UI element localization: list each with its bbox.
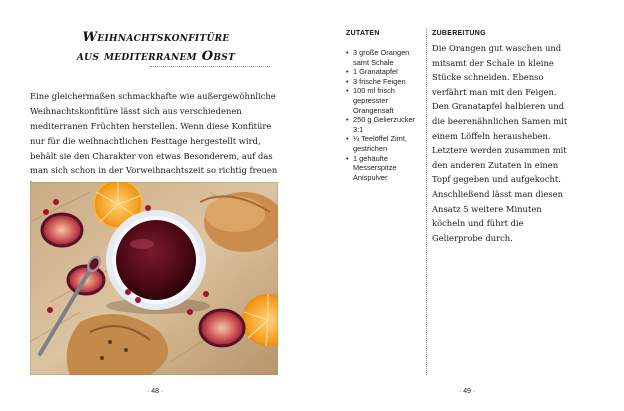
- right-page: [312, 0, 624, 411]
- page-number-left: · 48 ·: [147, 388, 164, 395]
- title-divider: [150, 66, 270, 67]
- ingredient-item: • 1 Granatapfel: [346, 67, 422, 77]
- ingredient-item: • 100 ml frisch gepresster Orangensaft: [346, 86, 422, 115]
- intro-paragraph: Eine gleichermaßen schmackhafte wie außergewöhnliche Weihnachtskonfitüre lässt sich aus verschiedenen mediterranen Früchten herstellen. Wenn diese Konfitüre nur für die weihnachtlichen Festtage hergestellt wird, behält sie den Charakter von etwas Besonderem, auf das man sich schon in der Vorweihnachtszeit so richtig freuen: [30, 91, 278, 176]
- ingredients-heading: ZUTATEN: [346, 30, 380, 37]
- jam-photo: [30, 182, 278, 375]
- preparation-column: [432, 30, 572, 245]
- preparation-text: Die Orangen gut waschen und mitsamt der Schale in kleine Stücke schneiden. Ebenso verfährt man mit den Feigen. Den Granatapfel halbieren und die beerenähnlichen Samen mit einem Löffeln herausheben. Letztere werden zusammen mit den anderen Zutaten in einen Topf gegeben und aufgekocht. Anschließend lässt man diesen Ansatz 5 weitere Minuten köcheln und führt die Gelierprobe durch.: [432, 43, 568, 243]
- preparation-heading: ZUBEREITUNG: [432, 30, 486, 37]
- jam-photo-illustration: [30, 182, 278, 375]
- ingredients-column: [346, 30, 422, 182]
- ingredient-item: • 3 große Orangen samt Schale: [346, 48, 422, 67]
- ingredient-item: • 250 g Gelierzucker 3:1: [346, 115, 422, 134]
- page-number-right: · 49 ·: [459, 388, 476, 395]
- ingredient-item: • 1 gehäufte Messerspitze Anispulver: [346, 154, 422, 183]
- ingredients-list: [346, 48, 422, 182]
- title-line-2: aus mediterranem Obst: [76, 49, 236, 64]
- ingredient-item: • ¼ Teelöffel Zimt, gestrichen: [346, 134, 422, 153]
- recipe-title: [30, 28, 282, 66]
- column-divider: [426, 28, 427, 375]
- title-line-1: Weihnachtskonfitüre: [82, 30, 230, 45]
- ingredient-item: • 3 frische Feigen: [346, 77, 422, 87]
